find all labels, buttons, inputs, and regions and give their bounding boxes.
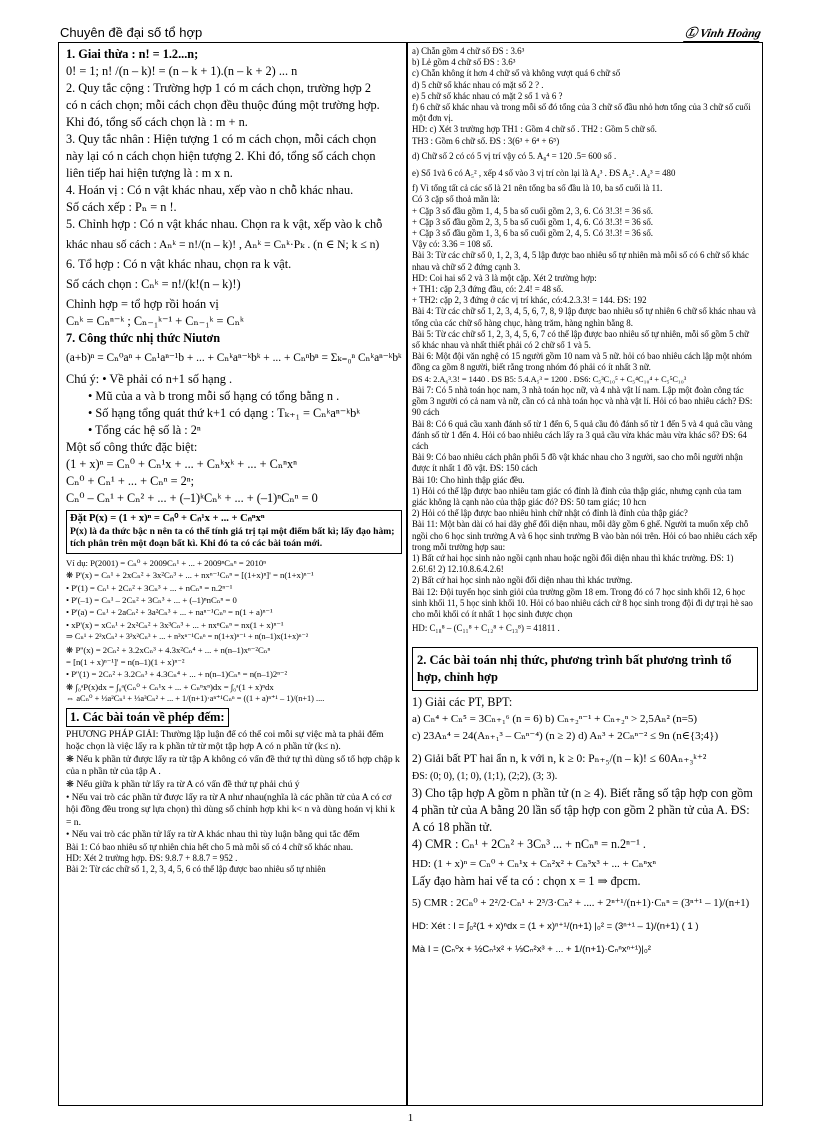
theory-line: Khi đó, tổng số cách chọn là : m + n. <box>66 115 248 129</box>
note-line: Một số công thức đặc biệt: <box>66 440 198 454</box>
theory-line: có n cách chọn; mỗi cách chọn đều thuộc đúng một trường hợp. <box>66 98 380 112</box>
definition-text: P(x) là đa thức bậc n nên ta có thể tính giá trị tại một điểm bất kì; lấy đạo hàm; tích phân trên một đoạn bất kì. Khi đó ta có các bài toán mới. <box>70 525 395 550</box>
section-2-line: ĐS: (0; 0), (1; 0), (1;1), (2;2), (3; 3). <box>412 771 558 783</box>
exercise-line: a) Chẵn gồm 4 chữ số ĐS : 3.6³ <box>412 46 525 56</box>
note-line: Chú ý: • Về phải có n+1 số hạng . <box>66 372 233 386</box>
note-line: Cₙ⁰ – Cₙ¹ + Cₙ² + ... + (–1)ᵏCₙᵏ + ... + (–1)ⁿCₙⁿ = 0 <box>66 491 318 505</box>
formula-line: ❋ P'(x) = Cₙ¹ + 2xCₙ² + 3x²Cₙ³ + ... + nxⁿ⁻¹Cₙⁿ = [(1+x)ⁿ]' = n(1+x)ⁿ⁻¹ <box>66 570 314 581</box>
exercise-line: 1) Hỏi có thể lập được bao nhiêu tam giác có đỉnh là đỉnh của thập giác, nhưng cạnh của tam giác không là cạnh nào của thập giác đó? ĐS: 50 tam giác; 10 hcn <box>412 485 742 507</box>
page-number: 1 <box>407 1112 414 1124</box>
exercise-line: d) 5 chữ số khác nhau có mặt số 2 ? . <box>412 79 544 90</box>
exercise-line: Có 3 cặp số thoả mãn là: <box>412 194 500 205</box>
theory-line: 5. Chỉnh hợp : Có n vật khác nhau. Chọn ra k vật, xếp vào k chỗ <box>66 217 383 231</box>
theory-line: 4. Hoán vị : Có n vật khác nhau, xếp vào n chỗ khác nhau. <box>66 183 354 197</box>
note-line: • Tổng các hệ số là : 2ⁿ <box>88 423 201 437</box>
section-2-heading: 2. Các bài toán nhị thức, phương trình bất phương trình tổ hợp, chỉnh hợp <box>412 647 758 691</box>
theory-line: 0! = 1; n! /(n – k)! = (n – k + 1).(n – k + 2) ... n <box>66 64 298 78</box>
formula-line: = [n(1 + x)ⁿ⁻¹]' = n(n–1)(1 + x)ⁿ⁻² <box>66 657 185 668</box>
section-2-line: 2) Giải bất PT hai ẩn n, k với n, k ≥ 0: Pₙ₊₅/(n – k)! ≤ 60Aₙ₊₃ᵏ⁺² <box>412 753 707 766</box>
column-divider <box>406 42 408 1106</box>
exercise-line: 2) Hỏi có thể lập được bao nhiêu hình chữ nhật có đỉnh là đỉnh của thập giác? <box>412 508 688 519</box>
method-paragraph: • Nếu vai trò các phần tử lấy ra từ A khác nhau thì tùy luận bằng qui tắc đếm <box>66 829 360 841</box>
section-2-line: 3) Cho tập hợp A gồm n phần tử (n ≥ 4). Biết rằng số tập hợp con gồm 4 phần tử của A bằng 20 lần số tập hợp con gồm 2 phần tử của A. ĐS: A có 18 phần tử. <box>412 786 753 835</box>
method-paragraph: ❋ Nếu giữa k phần tử lấy ra từ A có vấn đề thứ tự phải chú ý <box>66 779 300 791</box>
section-1-heading: 1. Các bài toán về phép đếm: <box>66 708 229 727</box>
formula-line: • P'(a) = Cₙ¹ + 2aCₙ² + 3a²Cₙ³ + ... + naⁿ⁻¹Cₙⁿ = n(1 + a)ⁿ⁻¹ <box>66 607 273 618</box>
section-2-line: 4) CMR : Cₙ¹ + 2Cₙ² + 3Cₙ³ ... + nCₙⁿ = n.2ⁿ⁻¹ . <box>412 837 646 852</box>
exercise-line: Vậy có: 3.36 = 108 số. <box>412 239 493 250</box>
exercise-line: TH3 : Gồm 6 chữ số. ĐS : 3(6³ + 6⁴ + 6⁵) <box>412 135 560 146</box>
theory-line: (a+b)ⁿ = Cₙ⁰aⁿ + Cₙ¹aⁿ⁻¹b + ... + Cₙᵏaⁿ⁻ᵏbᵏ + ... + Cₙⁿbⁿ = Σₖ₌₀ⁿ Cₙᵏaⁿ⁻ᵏbᵏ <box>66 352 402 364</box>
note-line: Cₙ⁰ + Cₙ¹ + ... + Cₙⁿ = 2ⁿ; <box>66 474 195 488</box>
formula-line: • P'(–1) = Cₙ¹ – 2Cₙ² + 3Cₙ³ + ... + (–1)ⁿnCₙⁿ = 0 <box>66 595 237 605</box>
exercise-line: Bài 4: Từ các chữ số 1, 2, 3, 4, 5, 6, 7, 8, 9 lập được bao nhiêu số tự nhiên 6 chữ số khác nhau và tổng của các chữ số hàng chục, hàng trăm, hàng nghìn bằng 8. <box>412 306 756 328</box>
section-2-line: HD: Xét : I = ∫₀²(1 + x)ⁿdx = (1 + x)ⁿ⁺¹/(n+1) |₀² = (3ⁿ⁺¹ – 1)/(n+1) ( 1 ) <box>412 921 699 933</box>
theory-line: liên tiếp hai hiện tượng là : m x n. <box>66 166 233 180</box>
method-paragraph: • Nếu vai trò các phần tử được lấy ra từ A như nhau(nghĩa là các phần tử của A có cơ hội đồng đều trong sự lựa chọn) thì dùng số chỉnh hợp khi k< n và dùng hoán vị khi k = n. <box>66 791 395 828</box>
author-logo: Ⓛ Vinh Hoàng <box>683 26 763 40</box>
exercise-line: + TH2: cặp 2, 3 đứng ở các vị trí khác, có:4.2.3.3! = 144. ĐS: 192 <box>412 295 647 306</box>
section-2-line: c) 23Aₙ⁴ = 24(Aₙ₊₁³ – Cₙⁿ⁻⁴) (n ≥ 2) d) Aₙ³ + 2Cₙⁿ⁻² ≤ 9n (n∈{3;4}) <box>412 730 719 743</box>
exercise-line: e) 5 chữ số khác nhau có mặt 2 số 1 và 6 ? <box>412 90 563 101</box>
exercise-line: + Cặp 3 số đầu gồm 2, 3, 5 ba số cuối gồm 1, 4, 6. Có 3!.3! = 36 số. <box>412 216 653 227</box>
exercise-line: f) 6 chữ số khác nhau và trong mỗi số đó tổng của 3 chữ số đầu nhỏ hơn tổng của 3 chữ số cuối một đơn vị. <box>412 102 751 124</box>
formula-line: ❋ ∫₀ᵃP(x)dx = ∫₀ᵃ(Cₙ⁰ + Cₙ¹x + ... + Cₙⁿxⁿ)dx = ∫₀ᵃ(1 + x)ⁿdx <box>66 681 274 692</box>
formula-line: ❋ P''(x) = 2Cₙ² + 3.2xCₙ³ + 4.3x²Cₙ⁴ + ... + n(n–1)xⁿ⁻²Cₙⁿ <box>66 644 271 655</box>
theory-line: 6. Tổ hợp : Có n vật khác nhau, chọn ra k vật. <box>66 257 292 271</box>
exercise-line: Bài 10: Cho hình thập giác đều. <box>412 474 525 485</box>
exercise-line: 1) Bất cứ hai học sinh nào ngồi cạnh nhau hoặc ngồi đối diện nhau thì khác trường. ĐS: 1) 2.6!.6! 2) 12.10.8.6.4.2.6! <box>412 552 734 575</box>
exercise-line: Bài 9: Có bao nhiêu cách phân phối 5 đồ vật khác nhau cho 3 người, sao cho mỗi người nhận được ít nhất 1 đồ vật. ĐS: 150 cách <box>412 452 743 474</box>
exercise-line: Bài 8: Có 6 quả cầu xanh đánh số từ 1 đến 6, 5 quả cầu đỏ đánh số từ 1 đến 5 và 4 quả cầu vàng đánh số từ 1 đến 4. Hỏi có bao nhiêu cách lấy ra 3 quả cầu vừa khác màu vừa khác số? ĐS: 64 cách <box>412 418 753 451</box>
exercise-line: HD: Coi hai số 2 và 3 là một cặp. Xét 2 trường hợp: <box>412 272 597 283</box>
section-2-line: HD: (1 + x)ⁿ = Cₙ⁰ + Cₙ¹x + Cₙ²x² + Cₙ³x³ + ... + Cₙⁿxⁿ <box>412 858 656 871</box>
page <box>58 22 763 1124</box>
theory-line: Cₙᵏ = Cₙⁿ⁻ᵏ ; Cₙ₋₁ᵏ⁻¹ + Cₙ₋₁ᵏ = Cₙᵏ <box>66 314 244 328</box>
method-paragraph: PHƯƠNG PHÁP GIẢI: Thường lập luận để có thể coi mỗi sự việc mà ta phải đếm hoặc chọn là việc lấy ra k phần tử từ một tập hợp A có n phần tử (k≤ n). <box>66 728 384 753</box>
theory-line: Số cách xếp : Pₙ = n !. <box>66 200 177 214</box>
section-2-line: Lấy đạo hàm hai vế ta có : chọn x = 1 ⇒ đpcm. <box>412 874 641 889</box>
theory-line: này lại có n cách chọn hiện tượng 2. Khi đó, tổng số cách chọn <box>66 149 376 163</box>
section-2-line: Mà I = (Cₙ⁰x + ½Cₙ¹x² + ⅓Cₙ²x³ + ... + 1/(n+1)·Cₙⁿxⁿ⁺¹)|₀² <box>412 944 651 956</box>
method-paragraph: ❋ Nếu k phần tử được lấy ra từ tập A không có vấn đề thứ tự thì dùng số tổ hợp chập k của n phần tử của tập A . <box>66 753 400 778</box>
theory-line: Số cách chọn : Cₙᵏ = n!/(k!(n – k)!) <box>66 277 241 291</box>
theory-line: 3. Quy tắc nhân : Hiện tượng 1 có m cách chọn, mỗi cách chọn <box>66 132 377 146</box>
note-line: • Mũ của a và b trong mỗi số hạng có tổng bằng n . <box>88 389 340 403</box>
exercise-line: d) Chữ số 2 có có 5 vị trí vậy có 5. A₈⁴ = 120 .5= 600 số . <box>412 150 617 161</box>
formula-line: • P''(1) = 2Cₙ² + 3.2Cₙ³ + 4.3Cₙ⁴ + ... + n(n–1)Cₙⁿ = n(n–1)2ⁿ⁻² <box>66 669 288 680</box>
exercise-line: + Cặp 3 số đầu gồm 1, 3, 6 ba số cuối gồm 2, 4, 5. Có 3!.3! = 36 số. <box>412 228 653 239</box>
exercise-line: Bài 12: Đội tuyển học sinh giỏi của trường gồm 18 em. Trong đó có 7 học sinh khối 12, 6 học sinh khối 11, 5 học sinh khối 10. Hỏi có bao nhiêu cách cử 8 học sinh trong đội đi dự trại hè sao cho mỗi khối có ít nhất 1 học sinh được chọn <box>412 586 753 619</box>
exercise-line: + TH1: cặp 2,3 đứng đầu, có: 2.4! = 48 số. <box>412 284 564 295</box>
exercise-line: Bài 6: Một đội văn nghệ có 15 người gồm 10 nam và 5 nữ. hỏi có bao nhiêu cách lập một nhóm đồng ca gồm 8 người, biết rằng trong nhóm đó phải có ít nhất 3 nữ. <box>412 351 752 373</box>
formula-line: ⇒ Cₙ¹ + 2²xCₙ² + 3²x²Cₙ³ + ... + n²xⁿ⁻¹Cₙⁿ = n(1+x)ⁿ⁻¹ + n(n–1)x(1+x)ⁿ⁻² <box>66 632 309 642</box>
exercise-line: e) Số 1và 6 có A₅² , xếp 4 số vào 3 vị trí còn lại là A₄³ . ĐS A₅² . A₄³ = 480 <box>412 168 676 179</box>
left-column <box>66 46 402 1102</box>
section-2-line: 1) Giải các PT, BPT: <box>412 695 513 710</box>
definition-formula: Đặt P(x) = (1 + x)ⁿ = Cₙ⁰ + Cₙ¹x + ... + Cₙⁿxⁿ <box>70 513 265 524</box>
exercise-line: HD: c) Xét 3 trường hợp TH1 : Gồm 4 chữ số . TH2 : Gồm 5 chữ số. <box>412 124 657 135</box>
formula-line: • xP'(x) = xCₙ¹ + 2x²Cₙ² + 3x³Cₙ³ + ... + nxⁿCₙⁿ = nx(1 + x)ⁿ⁻¹ <box>66 619 284 630</box>
exercise-line: b) Lẻ gồm 4 chữ số ĐS : 3.6³ <box>412 57 516 68</box>
exercise-line: Bài 7: Có 5 nhà toán học nam, 3 nhà toán học nữ, và 4 nhà vật lí nam. Lập một đoàn công tác gồm 3 người có cả nam và nữ, cần có cả nhà toán học và nhà vật lí. Hỏi có bao nhiêu cách? ĐS: 90 cách <box>412 384 753 418</box>
formula-line: ⇔ aCₙ⁰ + ½a²Cₙ¹ + ⅓a³Cₙ² + ... + 1/(n+1)·aⁿ⁺¹Cₙⁿ = ((1 + a)ⁿ⁺¹ – 1)/(n+1) .... <box>66 694 325 704</box>
header-bar <box>58 22 763 43</box>
section-2-line: a) Cₙ⁴ + Cₙ⁵ = 3Cₙ₊₁⁶ (n = 6) b) Cₙ₊₂ⁿ⁻¹ + Cₙ₊₂ⁿ > 2,5Aₙ² (n=5) <box>412 713 698 726</box>
exercise-line: HD: Xét 2 trường hợp. ĐS: 9.8.7 + 8.8.7 = 952 . <box>66 853 238 864</box>
exercise-line: c) Chẵn không ít hơn 4 chữ số và không vượt quá 6 chữ số <box>412 68 621 79</box>
definition-box <box>66 510 402 554</box>
right-column <box>412 46 758 1102</box>
exercise-line: Bài 2: Từ các chữ số 1, 2, 3, 4, 5, 6 có thể lập được bao nhiêu số tự nhiên <box>66 864 326 875</box>
exercise-line: Bài 3: Từ các chữ số 0, 1, 2, 3, 4, 5 lập được bao nhiêu số tự nhiên mà mỗi số có 6 chữ số khác nhau và chữ số 2 đứng cạnh 3. <box>412 250 749 272</box>
note-line: • Số hạng tổng quát thứ k+1 có dạng : Tₖ₊₁ = Cₙᵏaⁿ⁻ᵏbᵏ <box>88 406 361 420</box>
exercise-line: Bài 1: Có bao nhiêu số tự nhiên chia hết cho 5 mà mỗi số có 4 chữ số khác nhau. <box>66 842 353 852</box>
exercise-line: Bài 5: Từ các chữ số 1, 2, 3, 4, 5, 6, 7 có thể lập được bao nhiêu số tự nhiên, mỗi số gồm 5 chữ số khác nhau và nhất thiết phải có 2 chữ số 1 và 5. <box>412 328 749 351</box>
theory-line: khác nhau số cách : Aₙᵏ = n!/(n – k)! , Aₙᵏ = Cₙᵏ·Pₖ . (n ∈ N; k ≤ n) <box>66 238 380 251</box>
theory-line: Chỉnh hợp = tổ hợp rồi hoán vị <box>66 297 219 311</box>
section-2-line: 5) CMR : 2Cₙ⁰ + 2²/2·Cₙ¹ + 2³/3·Cₙ² + .... + 2ⁿ⁺¹/(n+1)·Cₙⁿ = (3ⁿ⁺¹ – 1)/(n+1) <box>412 897 750 910</box>
exercise-line: + Cặp 3 số đầu gồm 1, 4, 5 ba số cuối gồm 2, 3, 6. Có 3!.3! = 36 số. <box>412 205 653 216</box>
exercise-line: ĐS 4: 2.A₆³.3! = 1440 . ĐS B5: 5.4.A₅³ = 1200 . ĐS6: C₅³C₁₀⁵ + C₅⁴C₁₀⁴ + C₅⁵C₁₀³ <box>412 374 687 384</box>
exercise-line: f) Vì tổng tất cả các số là 21 nên tổng ba số đầu là 10, ba số cuối là 11. <box>412 183 663 194</box>
exercise-line: 2) Bất cứ hai học sinh nào ngồi đối diện nhau thì khác trường. <box>412 575 633 586</box>
page-title: Chuyên đề đại số tổ hợp <box>60 25 203 40</box>
theory-line: 7. Công thức nhị thức Niutơn <box>66 331 221 345</box>
formula-line: Ví dụ: P(2001) = Cₙ⁰ + 2009Cₙ¹ + ... + 2009ⁿCₙⁿ = 2010ⁿ <box>66 557 266 568</box>
note-line: (1 + x)ⁿ = Cₙ⁰ + Cₙ¹x + ... + Cₙᵏxᵏ + ... + Cₙⁿxⁿ <box>66 457 298 471</box>
exercise-line: HD: C₁₈⁸ – (C₁₁⁸ + C₁₂⁸ + C₁₃⁸) = 41811 . <box>412 623 560 634</box>
formula-line: • P'(1) = Cₙ¹ + 2Cₙ² + 3Cₙ³ + ... + nCₙⁿ = n.2ⁿ⁻¹ <box>66 582 233 593</box>
theory-line: 2. Quy tắc cộng : Trường hợp 1 có m cách chọn, trường hợp 2 <box>66 81 372 95</box>
theory-line: 1. Giai thừa : n! = 1.2...n; <box>66 47 199 61</box>
exercise-line: Bài 11: Một bàn dài có hai dãy ghế đối diện nhau, mỗi dãy gồm 6 ghế. Người ta muốn xếp chỗ ngồi cho 6 học sinh trường A và 6 học sinh trường B vào bàn nói trên. Hỏi có bao nhiêu cách xếp trong mỗi trường hợp sau: <box>412 519 758 552</box>
